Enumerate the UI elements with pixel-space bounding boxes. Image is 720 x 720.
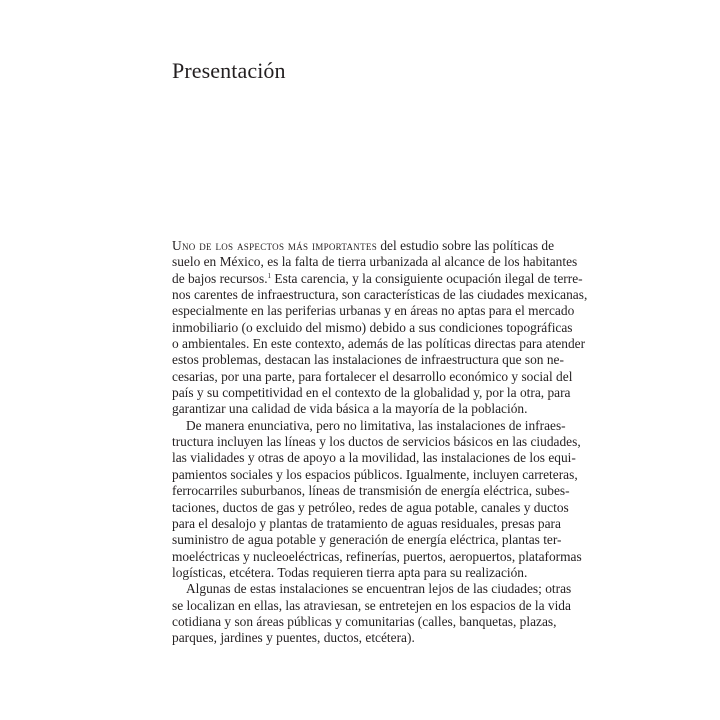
text-line: Uno de los aspectos más importantes del estudio sobre las políticas de: [172, 238, 555, 253]
text-line: garantizar una calidad de vida básica a la mayoría de la población.: [172, 401, 528, 417]
text-line: nos carentes de infraestructura, son características de las ciudades mexicanas,: [172, 287, 588, 303]
text-line: tructura incluyen las líneas y los ductos de servicios básicos en las ciudades,: [172, 434, 581, 450]
footnote-ref[interactable]: 1: [267, 271, 272, 280]
lead-in-small-caps: Uno de los aspectos más importantes: [172, 238, 378, 253]
text-line: inmobiliario (o excluido del mismo) debido a sus condiciones topográficas: [172, 319, 573, 335]
text-line: de bajos recursos.$^1$ Esta carencia, y la consiguiente ocupación ilegal de terre-: [172, 270, 583, 286]
text-line: estos problemas, destacan las instalaciones de infraestructura que son ne-: [172, 352, 564, 368]
text-line: para el desalojo y plantas de tratamiento de aguas residuales, presas para: [172, 515, 561, 531]
text-line: suelo en México, es la falta de tierra urbanizada al alcance de los habitantes: [172, 254, 578, 270]
text-line: suministro de agua potable y generación de energía eléctrica, plantas ter-: [172, 532, 562, 548]
text-line: Algunas de estas instalaciones se encuentran lejos de las ciudades; otras: [186, 581, 572, 597]
text-line: o ambientales. En este contexto, además de las políticas directas para atender: [172, 336, 586, 352]
body-text: [172, 238, 588, 647]
text-line: moeléctricas y nucleoeléctricas, refinerías, puertos, aeropuertos, plataformas: [172, 548, 582, 564]
text-line: parques, jardines y puentes, ductos, etcétera).: [172, 630, 415, 646]
page-title: Presentación: [172, 58, 286, 83]
text-line: ferrocarriles suburbanos, líneas de transmisión de energía eléctrica, subes-: [172, 483, 570, 499]
text-line: logísticas, etcétera. Todas requieren tierra apta para su realización.: [172, 564, 528, 580]
text-line: taciones, ductos de gas y petróleo, redes de agua potable, canales y ductos: [172, 499, 569, 515]
text-line: pamientos sociales y los espacios públicos. Igualmente, incluyen carreteras,: [172, 466, 578, 482]
text-line: De manera enunciativa, pero no limitativa, las instalaciones de infraes-: [186, 417, 566, 433]
text-line: especialmente en las periferias urbanas y en áreas no aptas para el mercado: [172, 303, 575, 319]
text-line: cesarias, por una parte, para fortalecer el desarrollo económico y social del: [172, 368, 573, 384]
text-line: país y su competitividad en el contexto de la globalidad y, por la otra, para: [172, 385, 571, 401]
text-line: cotidiana y son áreas públicas y comunitarias (calles, banquetas, plazas,: [172, 613, 557, 629]
text-line: se localizan en ellas, las atraviesan, se entretejen en los espacios de la vida: [172, 597, 571, 613]
text-line: las vialidades y otras de apoyo a la movilidad, las instalaciones de los equi-: [172, 450, 576, 466]
